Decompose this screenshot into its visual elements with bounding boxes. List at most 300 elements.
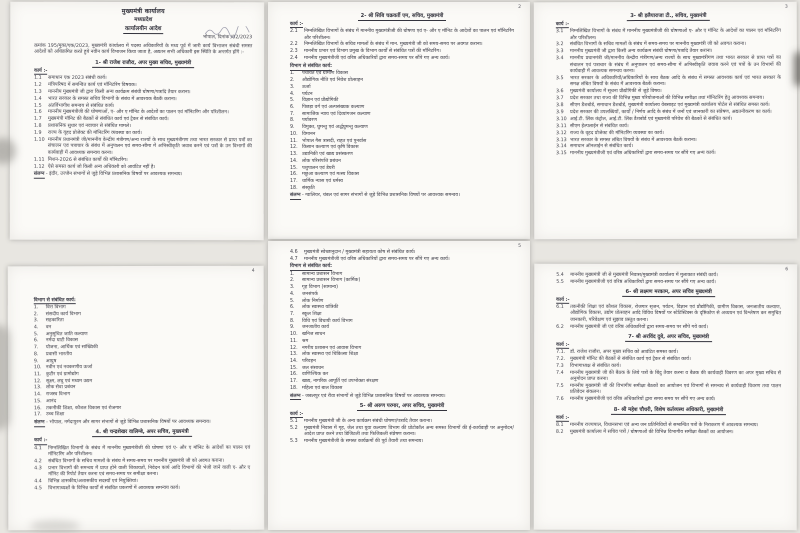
- department-item-number: 10.: [290, 332, 298, 338]
- department-list-item: [290, 179, 514, 185]
- order-item-number: 3.3: [555, 49, 564, 55]
- order-item: [556, 117, 781, 124]
- order-item: [34, 83, 252, 90]
- order-item-number: 3.9: [555, 110, 564, 116]
- page-3: [534, 2, 797, 239]
- order-item-text: माननीय मुख्यमंत्री जी द्वारा किसी अन्य कार्यक्रम संबंधी घोषणा/पत्रादि तैयार कराना।: [48, 89, 191, 95]
- page-number: 3: [784, 4, 788, 10]
- order-item: [556, 130, 781, 137]
- department-list-item: [290, 386, 514, 392]
- department-list-item: [290, 312, 514, 318]
- order-item: [556, 56, 781, 75]
- works-label-text: कार्य :-: [555, 415, 570, 421]
- department-item-number: 18.: [290, 385, 298, 391]
- officer-section-heading: [556, 334, 781, 341]
- department-list-item: [290, 71, 514, 77]
- department-item-text: पशुपालन एवं डेयरी: [302, 165, 335, 171]
- order-item: [556, 305, 781, 324]
- order-item: [556, 357, 781, 364]
- department-item-number: 2.: [290, 78, 295, 84]
- department-item-number: 1.: [33, 305, 39, 311]
- department-item-text: वन: [45, 325, 52, 331]
- order-item-number: 3.5: [555, 76, 564, 82]
- department-list-item: [290, 166, 514, 172]
- department-item-number: 14.: [290, 359, 298, 365]
- works-label: [556, 415, 781, 422]
- order-item-text: प्रदेश सरकार की उपलब्धियों, कार्यों / निर्णय आदि के संबंध में जनों एवं जानकारी का संप्रेषण, अद्यतनीकरण का कार्य।: [569, 109, 772, 116]
- department-list-item: [290, 92, 514, 98]
- order-item: [556, 42, 781, 49]
- department-list-heading-text: विभाग से संबंधित कार्य:: [290, 64, 333, 70]
- department-item-text: विज्ञान एवं प्रौद्योगिकी: [302, 98, 339, 104]
- order-item-text: माननीय मुख्यमंत्रीजी एवं वरिष्ठ अधिकारियों द्वारा समय-समय पर सौंपे गए अन्य कार्य।: [570, 151, 716, 157]
- order-item-number: 1.4: [34, 96, 42, 102]
- order-item-text: प्रभार विभागों की समन्वय में प्राप्त होने वाली शिकायतों, निवेदन कार्य आदि विभागों की भेजी जाने वाली ए- और ए मॉनिट की रिपोर्ट तैयार करना एवं समय-समय पर समीक्षा करना।: [48, 465, 251, 478]
- order-item-number: 1.11: [33, 157, 45, 163]
- department-list-item: [290, 152, 514, 158]
- department-item-text: आयुष: [45, 358, 57, 364]
- department-item-text: सामान्य प्रशासन विभाग (कार्मिक): [302, 278, 361, 284]
- scan-smudge: [794, 52, 800, 86]
- page-4: [8, 266, 265, 531]
- letterhead-state: मध्यप्रदेश: [134, 17, 153, 24]
- order-item-text: माननीय मुख्यमंत्री जी की बैठक के लिये पत्रों के बिंदु तैयार करना व बैठक की कार्यवाही विवरण का अपर मुख्य सचिव से अनुमोदन प्राप्त करना।: [570, 370, 782, 383]
- page-number: 2: [518, 5, 521, 10]
- works-label-text: कार्य :-: [290, 21, 304, 27]
- order-item-number: 5.3: [290, 439, 298, 445]
- order-item-number: 5.4: [556, 272, 564, 278]
- order-item-number: 1.3: [34, 89, 42, 95]
- works-label: [556, 298, 781, 305]
- order-item: [556, 29, 781, 42]
- department-item-number: 3.: [33, 318, 39, 324]
- order-item-text: मंत्रिपरिषद में समन्वित कार्य एवं मॉनिटरिंग विषयक।: [48, 82, 137, 88]
- order-item: [34, 76, 252, 83]
- department-item-number: 4.: [290, 91, 295, 97]
- order-item: [290, 49, 514, 55]
- works-label-text: कार्य :-: [34, 68, 48, 74]
- department-item-number: 18.: [290, 185, 298, 191]
- attachment-note-text: - जबलपुर एवं रीवा संभागों से जुड़े विभिन्न प्रशासनिक विषयों पर आवश्यक समन्वय।: [300, 393, 446, 399]
- department-list-heading-text: विभाग से संबंधित कार्य:: [33, 297, 76, 303]
- order-item-number: 3.4: [555, 56, 564, 62]
- department-item-text: वाणिज्यिक कर: [302, 372, 329, 378]
- order-item-text: राज्य के वृहद प्रोजेक्ट की मॉनिटरिंग व्यवस्था का कार्य।: [47, 131, 142, 137]
- order-item-text: माननीय मुख्यमंत्रीजी एवं वरिष्ठ अधिकारियों द्वारा समय-समय पर सौंपे गए अन्य कार्य।: [304, 256, 450, 262]
- department-item-number: 10.: [33, 365, 42, 371]
- department-item-number: 11.: [33, 372, 42, 378]
- scan-smudge: [0, 325, 10, 430]
- department-item-number: 8.: [290, 318, 295, 324]
- order-item-text: माननीय मुख्यमंत्री जी से मुख्यमंत्री निवास/मुख्यमंत्री कार्यालय में मुलाकात संबंधी कार्य।: [570, 272, 718, 278]
- department-item-number: 12.: [290, 145, 298, 151]
- order-item: [34, 89, 252, 96]
- order-item: [556, 103, 781, 110]
- order-item-number: 2.4: [290, 56, 298, 62]
- department-list-item: [290, 305, 514, 311]
- department-item-text: स्कूल शिक्षा: [302, 311, 322, 317]
- department-item-text: सहकारिता: [45, 318, 64, 324]
- order-item: [556, 124, 781, 131]
- order-item: [34, 466, 250, 479]
- department-item-text: जनसंपर्क: [302, 291, 318, 297]
- officer-section-heading-text: 6- श्री लक्ष्मण मरकाम, अपर सचिव मुख्यमंत्री: [622, 289, 714, 297]
- department-item-text: औद्योगिक नीति एवं निवेश प्रोत्साहन: [302, 78, 363, 84]
- order-item-number: 5.1: [290, 419, 298, 425]
- attachment-note-text: - इंदौर, उज्जैन संभागों से जुड़े विभिन्न प्रशासनिक विषयों पर आवश्यक समन्वय।: [44, 172, 183, 178]
- department-list-item: [290, 285, 514, 291]
- order-item: [556, 371, 781, 384]
- department-item-number: 2.: [33, 311, 39, 317]
- department-list-item: [290, 325, 514, 331]
- place-date-line: भोपाल, दिनांक /02/2023: [202, 34, 253, 40]
- order-item-text: ऐसे समस्त कार्य जो किसी अन्य अधिकारी को आवंटित नहीं है।: [47, 164, 156, 170]
- page-1: [10, 2, 265, 241]
- department-item-text: लोक स्वास्थ्य एवं चिकित्सा शिक्षा: [302, 352, 359, 358]
- order-item: [556, 423, 781, 430]
- order-item: [556, 89, 781, 96]
- order-item-text: मुख्यमंत्री कार्यालय में सूचना प्रौद्योगिकी से जुड़े विषय।: [569, 89, 662, 95]
- order-item-text: निम्नलिखित विभागों के संबंध में माननीय मुख्यमंत्रीजी की घोषणाओं ए- और ए मॉनिट के आदेशों का पालन एवं मॉनिटरिंग और परिशीलन।: [569, 28, 781, 41]
- attachment-note: [34, 172, 252, 179]
- handwritten-note: [204, 26, 250, 41]
- order-item: [556, 144, 781, 151]
- department-item-text: आनंद: [46, 399, 57, 405]
- department-item-text: नवीन एवं नवकरणीय ऊर्जा: [45, 365, 93, 371]
- department-item-text: जल संसाधन: [302, 365, 324, 371]
- page-5: [268, 241, 530, 530]
- order-item-number: 7.6: [555, 397, 564, 403]
- department-item-text: धार्मिक न्यास एवं धर्मस्व: [302, 178, 343, 184]
- order-item-number: 1.1: [34, 75, 42, 81]
- page-2: [268, 2, 530, 239]
- order-item: [34, 459, 250, 466]
- order-item-number: 3.10: [555, 116, 567, 122]
- department-list-item: [34, 412, 250, 419]
- officer-section-heading: [290, 403, 514, 410]
- department-item-text: पर्यटन: [302, 91, 313, 97]
- order-item-number: 4.4: [34, 479, 42, 485]
- order-item: [290, 250, 514, 256]
- department-item-text: लोक स्वास्थ्य यांत्रिकी: [302, 305, 339, 311]
- department-list-item: [290, 118, 514, 124]
- order-item: [556, 397, 781, 404]
- officer-section-heading: [556, 13, 781, 20]
- order-item-number: 4.7: [290, 256, 298, 262]
- order-item: [290, 56, 514, 62]
- department-list-item: [290, 278, 514, 284]
- page-number: 6: [785, 267, 789, 273]
- works-label-text: कार्य :-: [290, 411, 304, 417]
- order-item-number: 3.15: [556, 151, 567, 157]
- order-item-text: निम्नलिखित विभागों के संबंध में माननीय मुख्यमंत्रीजी की घोषणा एवं ए- और ए मॉनिट के आदेशों का पालन एवं मॉनिटरिंग और परिशीलन।: [48, 445, 251, 458]
- department-item-number: 3.: [290, 84, 295, 90]
- department-list-item: [290, 299, 514, 305]
- department-item-text: उच्च शिक्षा: [46, 412, 65, 418]
- order-item-number: 3.1: [555, 29, 564, 35]
- order-title-text: कार्यालयीन आदेश: [123, 26, 163, 34]
- officer-section-heading-text: 4. श्री चन्द्रशेखर वालिम्बे, अपर सचिव, मुख्यमंत्री: [92, 429, 191, 437]
- works-label: [556, 343, 781, 350]
- department-list-item: [290, 332, 514, 338]
- order-item-number: 3.6: [555, 89, 564, 95]
- order-item-number: 4.3: [34, 466, 42, 472]
- department-item-text: राजस्व विभाग: [45, 392, 71, 398]
- department-item-number: 9.: [33, 358, 39, 364]
- works-label: [34, 438, 250, 445]
- order-item-number: 7.4: [556, 370, 564, 376]
- order-item-number: 3.12: [556, 130, 567, 136]
- officer-section-heading: [556, 407, 781, 414]
- works-label-text: कार्य :-: [34, 438, 48, 444]
- attachment-note: [34, 420, 250, 427]
- department-list-item: [290, 105, 514, 111]
- department-item-number: 16.: [34, 405, 42, 411]
- department-item-number: 15.: [290, 365, 298, 371]
- department-list-heading: [290, 64, 514, 70]
- department-item-number: 3.: [290, 285, 295, 291]
- order-item-number: 6.1: [556, 304, 564, 310]
- department-list-heading: [290, 264, 514, 270]
- department-list-heading: [34, 297, 250, 304]
- department-item-text: जनजातीय कार्य: [302, 325, 330, 331]
- order-item-text: माननीय मुख्यमंत्रीजी की घोषणाओं, ए- और ए मॉनिट के आदेशों का पालन एवं मॉनिटरिंग और परिशीलन।: [48, 110, 229, 116]
- order-item-number: 3.2: [555, 42, 564, 48]
- officer-section-heading-text: 5- श्री अरुण परमार, अपर सचिव, मुख्यमंत्री: [357, 403, 448, 411]
- order-item-number: 1.5: [34, 103, 42, 109]
- order-item-text: माननीय प्रभार एवं विभाग प्रमुख के विभाग कार्यों से संबंधित पत्रों की मॉनिटरिंग।: [304, 49, 441, 55]
- attachment-note: [290, 193, 514, 199]
- attachment-note-label: संलग्न: [290, 393, 301, 399]
- order-item-text: संबंधित विभागों के सचिव मामलों के संबंध में समय-समय पर माननीय मुख्यमंत्री जी को अवगत कराना।: [569, 42, 746, 48]
- order-item-text: मुख्यमंत्री कार्यालय में सचिव पत्रों / घोषणाओं की विभिन्न विभागीय समीक्षा बैठकों का आयोजन।: [569, 429, 734, 435]
- officer-section-heading: [34, 429, 250, 436]
- order-item-number: 4.5: [34, 486, 42, 492]
- officer-section-heading: [34, 59, 252, 66]
- department-item-text: सामाजिक न्याय एवं दिव्यांगजन कल्याण: [302, 111, 371, 117]
- department-item-number: 14.: [290, 158, 298, 164]
- department-item-number: 16.: [290, 372, 298, 378]
- order-item: [556, 430, 781, 437]
- department-item-number: 10.: [290, 131, 298, 137]
- order-item-number: 3.7: [555, 96, 564, 102]
- department-item-number: 2.: [290, 278, 295, 284]
- order-item-number: 6.2: [556, 324, 564, 330]
- order-item-number: 7.3: [556, 363, 564, 369]
- works-label-text: कार्य :-: [556, 342, 570, 348]
- order-item-number: 7.2.: [556, 356, 566, 362]
- department-item-text: तकनीकी शिक्षा, कौशल विकास एवं रोजगार: [46, 405, 122, 411]
- page-6: [534, 264, 797, 530]
- department-item-number: 4.: [290, 291, 295, 297]
- department-item-number: 12.: [290, 345, 298, 351]
- department-list-item: [290, 339, 514, 345]
- order-item: [290, 426, 514, 439]
- order-item-text: मिशन-2026 से संबंधित कार्यों की मॉनिटरिंग।: [47, 157, 128, 163]
- department-list-item: [290, 112, 514, 118]
- order-item: [556, 324, 781, 331]
- order-item-number: 3.14: [556, 144, 567, 150]
- page-number: 5: [518, 244, 521, 249]
- department-item-number: 7.: [33, 345, 39, 351]
- order-item-text: डॉ. राजेश राजौरा, अपर मुख्य सचिव को आवंटित समस्त कार्य।: [570, 349, 679, 356]
- department-list-item: [290, 379, 514, 385]
- order-item: [290, 439, 514, 445]
- department-item-text: मछुआ कल्याण एवं मत्स्य विकास: [302, 172, 360, 178]
- department-item-number: 6.: [290, 105, 295, 111]
- order-item-text: भारत सरकार के समस्त सचिव विभागों के संबंध में आवश्यक बैठकें कराना।: [48, 96, 177, 102]
- order-item-number: 4.6: [290, 249, 298, 255]
- order-item: [556, 137, 781, 144]
- officer-section-heading: [290, 13, 514, 20]
- officer-section-heading: [556, 289, 781, 296]
- department-item-text: पिछड़ा वर्ग एवं अल्पसंख्यक कल्याण: [302, 105, 365, 111]
- order-item: [34, 486, 250, 493]
- department-item-number: 1.: [290, 71, 295, 77]
- officer-section-heading-text: 7- श्री अरविंद दुबे, अपर सचिव, मुख्यमंत्री: [625, 334, 712, 342]
- order-item-text: माननीय मुख्यमंत्री जी द्वारा किसी अन्य कार्यक्रम संबंधी घोषणा/पत्रादि तैयार कराना।: [569, 49, 713, 55]
- order-item-text: मुख्यमंत्री मॉनिट की बैठकों से संबंधित कार्य एवं ट्रैकर से संबंधित कार्य।: [47, 117, 169, 123]
- order-item-text: माननीय मुख्यमंत्रीजी के समस्त कार्यक्रमों की पूर्व तैयारी तथा समन्वय।: [304, 439, 424, 445]
- department-item-text: नगरीय प्रशासन एवं आवास विभाग: [302, 345, 362, 351]
- department-list-item: [290, 98, 514, 104]
- order-item: [556, 76, 781, 89]
- order-item-text: माननीय मुख्यमंत्री जी के अन्य कार्यक्रम संबंधी घोषणा/पत्रादि तैयार कराना।: [304, 419, 433, 425]
- order-item-text: मुख्यमंत्री मॉनिट की बैठकों से संबंधित कार्य एवं ट्रैकर से संबंधित कार्य।: [570, 356, 691, 363]
- letterhead-office-title: मुख्यमंत्री कार्यालय: [121, 7, 165, 16]
- order-item-number: 7.5: [556, 383, 564, 389]
- order-item-number: 5.2: [290, 426, 298, 432]
- order-item-text: माननीय मुख्यमंत्री जी एवं वरिष्ठ अधिकारियों द्वारा समय-समय पर सौंपे गये कार्य।: [570, 324, 709, 330]
- department-item-number: 6.: [33, 338, 39, 344]
- order-item-text: आई.टी. लिंक कंट्रोल, आई.टी. लिंक डैशबोर्ड एवं मुख्यमंत्री परिवेश की बैठकों से संबंधित कार्य।: [569, 116, 733, 122]
- department-item-text: लोक सेवा प्रबंधन: [45, 385, 76, 391]
- attachment-note-label: संलग्न: [34, 420, 45, 426]
- officer-section-heading-text: 2- श्री सिबि चक्रवर्ती एम, सचिव, मुख्यमंत्री: [358, 13, 447, 21]
- order-item-text: राज्य के वृहद प्रोजेक्ट की मॉनिटरिंग व्यवस्था का कार्य।: [570, 130, 664, 136]
- order-item-number: 1.6: [34, 110, 42, 116]
- order-item: [556, 272, 781, 279]
- order-item-text: निम्नलिखित विभागों के संबंध में माननीय मुख्यमंत्रीजी की घोषणा एवं ए- और ए मॉनिट के आदेशों का पालन एवं मॉनिटरिंग और परिशीलन।: [304, 29, 514, 41]
- department-item-number: 9.: [290, 125, 295, 131]
- order-item-number: 5.5: [556, 279, 564, 285]
- department-item-text: लोक परिसंपत्ति प्रबंधन: [302, 158, 341, 164]
- department-item-number: 6.: [290, 305, 295, 311]
- department-list-item: [290, 372, 514, 378]
- order-item: [34, 96, 252, 103]
- department-item-text: पंचायत एवं ग्रामीण विकास: [302, 71, 349, 77]
- order-item-text: प्रदेश सरकार तथा राज्य की विभिन्न मुख्य परियोजनाओं की विभिन्न समीक्षा तथा मॉनिटरिंग हेतु आवश्यक समन्वय।: [569, 95, 764, 102]
- order-item-text: मुख्यमंत्री निवास में गृह, जेल तथा युवा कल्याण विभाग की प्रोटोकॉल अन्य समस्त विभागों की ई-कार्यवाही पर अनुमोदन/आदेश प्राप्त करने तथा डिजिटली तथा फिजिकली संप्रेषण कराना।: [304, 426, 514, 438]
- order-item-text: समाधान ऑनलाईन से संबंधित कार्य।: [570, 144, 634, 150]
- department-item-number: 13.: [33, 385, 42, 391]
- department-item-text: संस्कृति: [302, 185, 315, 191]
- order-item-number: 1.12: [33, 164, 45, 170]
- order-item-text: भारत सरकार के अधिकारियों/अधिकारियों के साथ बैठक आदि के संबंध में समस्त आवश्यक कार्य एवं भारत सरकार के समक्ष लंबित विषयों के संबंध में आवश्यक बैठकें कराना।: [569, 75, 781, 88]
- order-item-number: 8.2: [555, 429, 564, 435]
- department-item-number: 1.: [290, 271, 295, 277]
- order-item: [556, 350, 781, 357]
- attachment-note-text: - ग्वालियर, चंबल एवं सागर संभागों से जुड़े विभिन्न प्रशासनिक विषयों पर आवश्यक समन्वय।: [300, 193, 460, 199]
- order-preamble: क्रमांक 195/मुका/एक/2023, मुख्यमंत्री कार्यालय में पदस्थ अधिकारियों के मध्य पूर्व में जारी कार्य विभाजन संबंधी समस्त आदेशों को अधिक्रमित करते हुये नवीन कार्य विभाजन किया जाता है, अद्यतन सभी अधिकारी इस स्थिति के अन्तर्गत होंगे :-: [34, 43, 253, 56]
- department-list-item: [290, 359, 514, 365]
- attachment-note-text: - भोपाल, नर्मदापुरम और सागर संभागों से जुड़े विभिन्न प्रशासनिक विषयों पर आवश्यक समन्वय।: [44, 419, 211, 426]
- order-item-number: 1.9: [33, 130, 42, 136]
- order-item: [34, 164, 252, 171]
- order-item-text: संबंधित विभागों के सचिव मामलों के संबंध में समय-समय पर माननीय मुख्यमंत्री जी को अवगत कराना।: [48, 458, 225, 465]
- department-item-text: संसदीय कार्य विभाग: [45, 311, 81, 317]
- department-list-item: [290, 145, 514, 151]
- order-item-number: 4.1: [34, 445, 42, 451]
- department-item-number: 5.: [290, 98, 295, 104]
- department-item-number: 11.: [290, 138, 298, 144]
- department-item-text: विधि एवं विधायी कार्य विभाग: [302, 318, 353, 324]
- department-list-item: [290, 139, 514, 145]
- department-item-number: 14.: [33, 392, 42, 398]
- order-item-text: समाधान एक 2023 संबंधी कार्य।: [48, 75, 107, 81]
- department-item-text: विमानन: [302, 131, 316, 137]
- works-label: [556, 22, 781, 29]
- department-item-number: 8.: [33, 352, 39, 358]
- department-list-item: [290, 125, 514, 131]
- order-item: [290, 29, 514, 42]
- department-list-item: [290, 132, 514, 138]
- department-list-item: [290, 292, 514, 298]
- order-item-number: 2.1: [290, 29, 298, 35]
- order-item-number: 3.11: [556, 123, 567, 129]
- order-item-text: माननीय राज्यपाल, विधानसभा एवं अन्य जन प्रतिनिधियों से सम्बन्धित पत्रों के निराकरण में आवश्यक समन्वय।: [569, 422, 759, 429]
- works-label: [290, 22, 514, 28]
- order-item: [34, 445, 250, 458]
- order-item: [290, 42, 514, 48]
- order-item-text: माननीय मुख्यमंत्रीजी एवं वरिष्ठ अधिकारियों द्वारा समय समय पर सौंपे गए अन्य कार्य।: [569, 397, 716, 403]
- department-item-text: भोपाल गैस त्रासदी, राहत एवं पुनर्वास: [302, 138, 367, 144]
- order-item-number: 7.1.: [556, 349, 566, 355]
- department-item-text: कुटीर एवं ग्रामोद्योग: [45, 372, 79, 378]
- department-item-text: अनुसूचित जाति कल्याण: [45, 331, 88, 337]
- department-item-number: 12.: [33, 378, 42, 385]
- order-item-number: 2.3: [290, 49, 298, 55]
- order-item-number: 1.7: [33, 117, 42, 123]
- order-item: [290, 419, 514, 425]
- department-item-text: सामान्य प्रशासन विभाग: [302, 271, 343, 277]
- department-item-number: 15.: [290, 165, 298, 171]
- department-item-text: खनिज साधन: [302, 332, 326, 338]
- order-item-text: विभिन्न शासकीय/अशासकीय सदस्यों एवं नियुक्तियां।: [48, 479, 138, 485]
- department-item-text: नर्मदा घाटी विकास: [45, 338, 79, 344]
- department-item-text: उद्यानिकी एवं खाद्य प्रसंस्करण: [302, 152, 353, 158]
- department-item-text: वित्त विभाग: [45, 305, 66, 311]
- department-item-number: 13.: [290, 352, 298, 358]
- order-item-text: मुख्यमंत्री स्वेच्छानुदान / मुख्यमंत्री सहायता कोष से संबंधित कार्य।: [304, 249, 416, 255]
- scan-smudge: [30, 520, 80, 532]
- attachment-note-label: संलग्न: [33, 172, 45, 178]
- order-item-text: विभागाध्यक्ष से संबंधित कार्य।: [570, 363, 621, 369]
- order-item-number: 2.2: [290, 42, 298, 48]
- order-item-text: प्रशासनिक सुधार एवं नवाचार से संबंधित मामले।: [47, 124, 131, 130]
- order-item: [556, 364, 781, 371]
- order-item-number: 1.2: [34, 82, 42, 88]
- department-item-number: 7.: [290, 111, 295, 117]
- department-item-text: विमुक्त, घुमन्तु एवं अर्द्धघुमन्तु कल्याण: [302, 125, 368, 131]
- department-list-item: [290, 85, 514, 91]
- department-item-text: पर्यावरण: [302, 118, 317, 124]
- department-item-number: 5.: [290, 298, 295, 304]
- order-item: [556, 96, 781, 103]
- order-item-text: माननीय मुख्यमंत्रीजी एवं वरिष्ठ अधिकारियों द्वारा समय-समय पर सौंपे गए अन्य कार्य।: [570, 279, 716, 285]
- order-item-text: तकनीकी शिक्षा एवं कौशल विकास, रोजगार सृजन, पर्यटन, विज्ञान एवं प्रौद्योगिकी, ग्रामीण विकास, जनजातीय कल्याण, औद्योगिक विकास, उद्योग प्रोत्साहन आदि विविध विषयों पर स्टेटिस्टिक्स के दृष्टिकोण से अध्ययन एवं विश्लेषण कर समुचित जानकारी, परिवेक्षण एवं सुझाव प्रस्तुत करना।: [570, 304, 782, 323]
- department-item-number: 16.: [290, 172, 298, 178]
